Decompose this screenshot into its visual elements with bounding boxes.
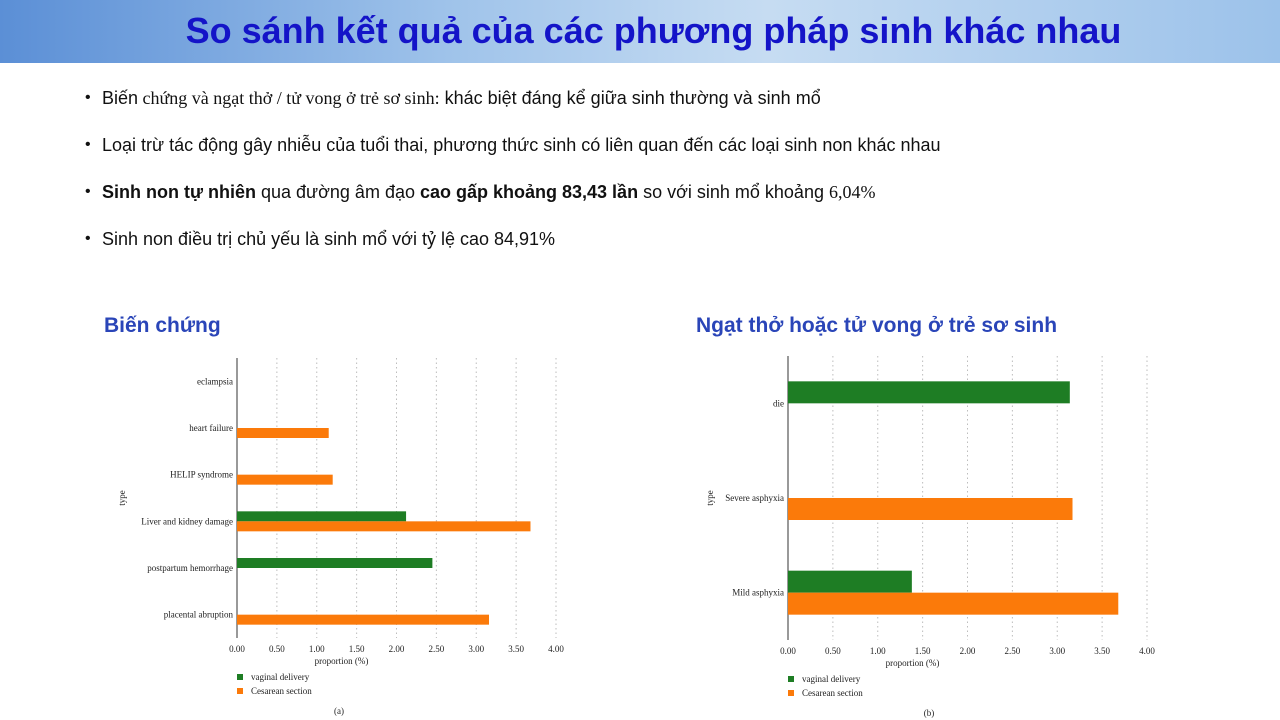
bullet-item-1 (85, 86, 1235, 133)
bar-cesarean (237, 475, 333, 485)
x-tick-label: 2.50 (1004, 646, 1021, 656)
bar-cesarean (237, 428, 329, 438)
title-banner (0, 0, 1280, 63)
bullet-item-3 (85, 180, 1235, 227)
x-tick-label: 4.00 (1139, 646, 1155, 656)
bar-cesarean (788, 593, 1118, 615)
legend-label: Cesarean section (802, 688, 863, 698)
x-axis-title: proportion (%) (314, 656, 369, 666)
bullet-item-2 (85, 133, 1235, 180)
y-axis-title: type (117, 490, 127, 506)
x-tick-label: 1.00 (308, 644, 325, 654)
legend-swatch (788, 676, 794, 682)
category-label: die (773, 398, 784, 409)
x-tick-label: 2.00 (959, 646, 976, 656)
legend-swatch (788, 690, 794, 696)
x-tick-label: 1.50 (348, 644, 365, 654)
legend-label: Cesarean section (251, 686, 312, 696)
legend-swatch (237, 674, 243, 680)
x-tick-label: 3.50 (1094, 646, 1110, 656)
bullet-item-4 (85, 227, 1235, 274)
bullet-1-text-c: khác biệt đáng kể giữa sinh thường và sinh mổ (439, 88, 821, 108)
bullet-1-text-a: Biến (102, 88, 139, 108)
category-label: eclampsia (197, 376, 233, 387)
bar-vaginal (788, 571, 912, 593)
bullet-3-text-a: Sinh non tự nhiên (102, 182, 257, 202)
x-tick-label: 1.50 (914, 646, 931, 656)
bullet-3-text-c: cao gấp khoảng 83,43 lần (419, 182, 639, 202)
x-tick-label: 2.00 (388, 644, 405, 654)
x-tick-label: 0.50 (825, 646, 841, 656)
chart-caption: (a) (334, 706, 344, 716)
bullet-list (85, 86, 1235, 274)
chart-caption: (b) (923, 708, 935, 718)
x-tick-label: 3.00 (1049, 646, 1066, 656)
bullet-dot: • (85, 230, 91, 247)
x-tick-label: 1.00 (869, 646, 886, 656)
bullet-2-text: Loại trừ tác động gây nhiễu của tuổi thai, phương thức sinh có liên quan đến các loại sinh non khác nhau (102, 135, 941, 155)
bullet-3-text-e: 6,04% (828, 182, 876, 202)
bullet-3-text-b: qua đường âm đạo (256, 182, 420, 202)
category-label: Liver and kidney damage (141, 516, 233, 527)
bullet-3-text-d: so với sinh mổ khoảng (638, 182, 829, 202)
x-tick-label: 2.50 (428, 644, 445, 654)
x-tick-label: 3.50 (508, 644, 524, 654)
x-tick-label: 0.00 (229, 644, 245, 654)
complications-chart (110, 350, 590, 720)
left-chart-title: Biến chứng (104, 314, 221, 337)
bullet-dot: • (85, 183, 91, 200)
x-axis-title: proportion (%) (885, 658, 940, 668)
category-label: placental abruption (163, 609, 233, 620)
bullet-dot: • (85, 136, 91, 153)
bullet-1-text-b: chứng và ngạt thở / tử vong ở trẻ sơ sinh: (138, 88, 440, 108)
bullet-dot: • (85, 89, 91, 106)
legend-label: vaginal delivery (802, 674, 861, 684)
category-label: Mild asphyxia (732, 587, 784, 598)
bar-vaginal (237, 558, 432, 568)
category-label: heart failure (189, 423, 233, 433)
right-chart-title: Ngạt thở hoặc tử vong ở trẻ sơ sinh (696, 314, 1058, 337)
legend-swatch (237, 688, 243, 694)
bar-cesarean (788, 498, 1073, 520)
legend-label: vaginal delivery (251, 672, 310, 682)
bar-vaginal (237, 511, 406, 521)
category-label: postpartum hemorrhage (147, 563, 233, 573)
category-label: Severe asphyxia (725, 493, 784, 503)
x-tick-label: 0.50 (269, 644, 285, 654)
y-axis-title: type (705, 490, 715, 506)
bar-cesarean (237, 615, 489, 625)
x-tick-label: 4.00 (548, 644, 564, 654)
asphyxia-death-chart (700, 350, 1180, 720)
bar-cesarean (237, 521, 530, 531)
slide-title: So sánh kết quả của các phương pháp sinh khác nhau (185, 10, 1122, 51)
x-tick-label: 3.00 (468, 644, 485, 654)
category-label: HELIP syndrome (170, 469, 233, 480)
bullet-4-text: Sinh non điều trị chủ yếu là sinh mổ với tỷ lệ cao 84,91% (102, 229, 556, 249)
x-tick-label: 0.00 (780, 646, 796, 656)
bar-vaginal (788, 381, 1070, 403)
